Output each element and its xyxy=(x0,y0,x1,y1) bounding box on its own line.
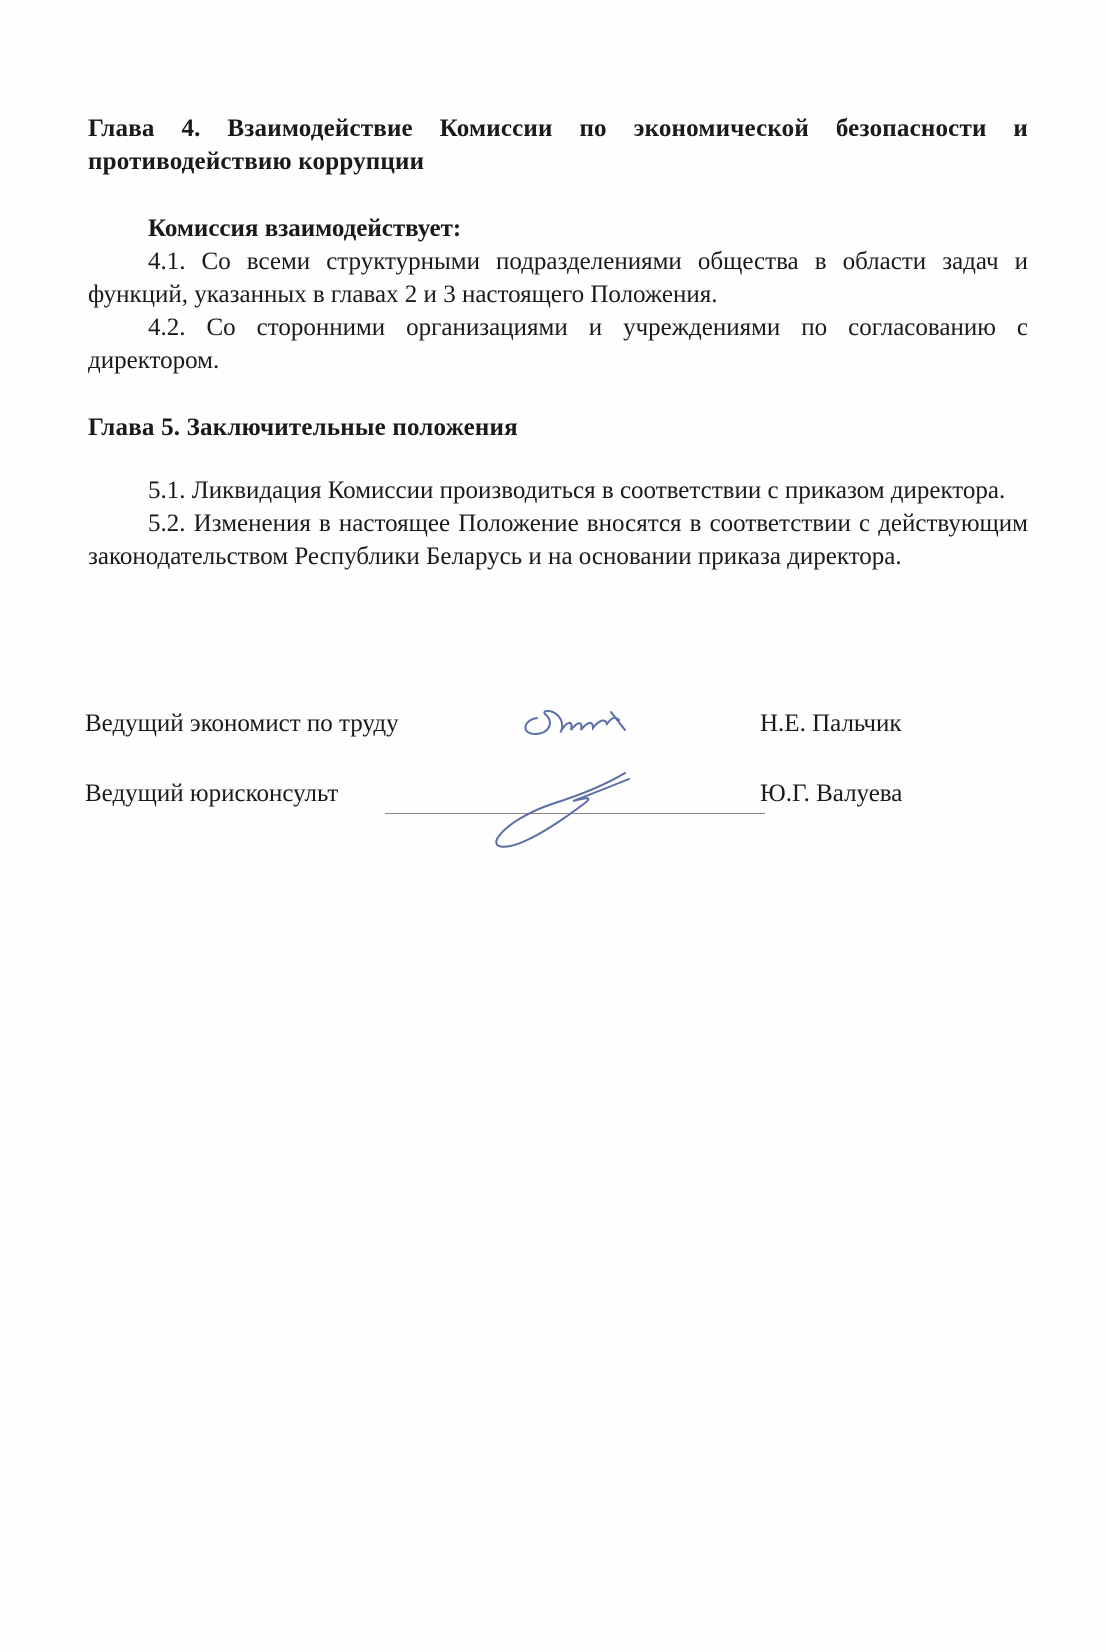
handwritten-signature-icon xyxy=(485,765,635,855)
clause-4-1: 4.1. Со всеми структурными подразделениями общества в области задач и функций, указанных в главах 2 и 3 настоящего Положения. xyxy=(88,248,1028,308)
handwritten-signature-icon xyxy=(515,700,655,750)
document-body xyxy=(88,112,1028,573)
signatory-role: Ведущий юрисконсульт xyxy=(85,780,339,807)
signatory-name: Ю.Г. Валуева xyxy=(760,780,903,807)
chapter-5-heading: Глава 5. Заключительные положения xyxy=(88,414,518,441)
clause-4-2: 4.2. Со сторонними организациями и учреждениями по согласованию с директором. xyxy=(88,314,1028,374)
signature-block xyxy=(85,710,985,820)
clause-5-1: 5.1. Ликвидация Комиссии производиться в соответствии с приказом директора. xyxy=(148,477,1006,504)
chapter-4-lead: Комиссия взаимодействует: xyxy=(148,215,462,242)
signatory-role: Ведущий экономист по труду xyxy=(85,710,399,737)
signature-row-economist xyxy=(85,710,985,750)
clause-5-2: 5.2. Изменения в настоящее Положение вносятся в соответствии с действующим законодательством Республики Беларусь и на основании приказа директора. xyxy=(88,510,1028,570)
chapter-4-heading: Глава 4. Взаимодействие Комиссии по экономической безопасности и противодействию коррупции xyxy=(88,115,1028,175)
signatory-name: Н.Е. Пальчик xyxy=(760,710,902,737)
